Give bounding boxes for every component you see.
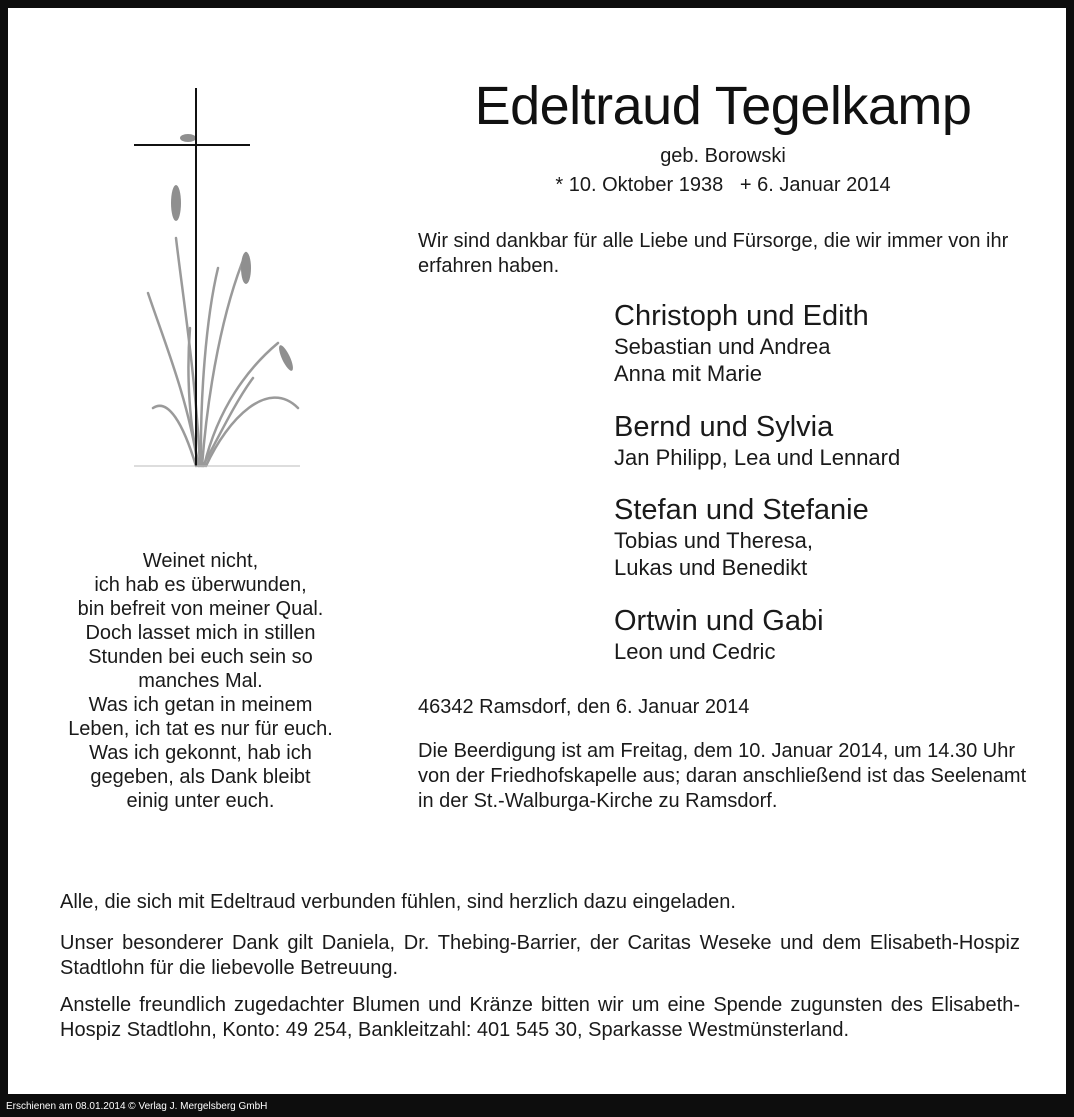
- family-sub-name: Tobias und Theresa,: [614, 528, 813, 553]
- poem-line: manches Mal.: [138, 670, 263, 692]
- birth-name: geb. Borowski: [660, 145, 786, 167]
- gratitude-text: Unser besonderer Dank gilt Daniela, Dr. Thebing-Barrier, der Caritas Weseke und dem Elisabeth-Hospiz Stadtlohn für die liebevolle Betreuung.: [60, 932, 1020, 979]
- family-sub-name: Sebastian und Andrea: [614, 334, 831, 359]
- deceased-name: Edeltraud Tegelkamp: [474, 76, 972, 136]
- cross-with-grass-icon: [128, 78, 308, 473]
- poem-line: ich hab es überwunden,: [94, 574, 307, 596]
- thanks-text: Wir sind dankbar für alle Liebe und Fürsorge, die wir immer von ihr erfahren haben.: [418, 230, 1009, 277]
- funeral-info: Die Beerdigung ist am Freitag, dem 10. Januar 2014, um 14.30 Uhr von der Friedhofskapelle aus; daran anschließend ist das Seelenamt in der St.-Walburga-Kirche zu Ramsdorf.: [418, 740, 1027, 812]
- family-group: [614, 493, 1054, 581]
- poem-line: einig unter euch.: [126, 790, 275, 812]
- poem-line: Doch lasset mich in stillen: [85, 622, 316, 644]
- family-main-name: Christoph und Edith: [614, 300, 869, 332]
- poem-line: Was ich getan in meinem: [88, 694, 313, 716]
- place-date: 46342 Ramsdorf, den 6. Januar 2014: [418, 696, 750, 718]
- family-main-name: Bernd und Sylvia: [614, 411, 834, 443]
- poem-line: Was ich gekonnt, hab ich: [89, 742, 312, 764]
- family-sub-name: Anna mit Marie: [614, 361, 762, 386]
- publication-footer: Erschienen am 08.01.2014 © Verlag J. Mergelsberg GmbH: [6, 1101, 268, 1112]
- family-group: [614, 299, 1054, 387]
- poem-line: bin befreit von meiner Qual.: [77, 598, 324, 620]
- donation-text: Anstelle freundlich zugedachter Blumen und Kränze bitten wir um eine Spende zugunsten des Elisabeth-Hospiz Stadtlohn, Konto: 49 254, Bankleitzahl: 401 545 30, Sparkasse Westmünsterland.: [60, 994, 1020, 1041]
- poem-line: Leben, ich tat es nur für euch.: [68, 718, 333, 740]
- poem-line: gegeben, als Dank bleibt: [90, 766, 311, 788]
- life-dates: * 10. Oktober 1938 + 6. Januar 2014: [555, 174, 891, 196]
- obituary-card: [8, 8, 1066, 1094]
- poem-line: Weinet nicht,: [142, 550, 259, 572]
- family-sub-name: Lukas und Benedikt: [614, 555, 808, 580]
- poem: [48, 549, 353, 813]
- poem-line: Stunden bei euch sein so: [88, 646, 313, 668]
- family-sub-name: Jan Philipp, Lea und Lennard: [614, 445, 901, 470]
- family-main-name: Stefan und Stefanie: [614, 494, 869, 526]
- family-sub-name: Leon und Cedric: [614, 639, 776, 664]
- family-main-name: Ortwin und Gabi: [614, 605, 824, 637]
- family-group: [614, 410, 1054, 471]
- invitation-text: Alle, die sich mit Edeltraud verbunden fühlen, sind herzlich dazu eingeladen.: [60, 891, 736, 913]
- family-group: [614, 604, 1054, 665]
